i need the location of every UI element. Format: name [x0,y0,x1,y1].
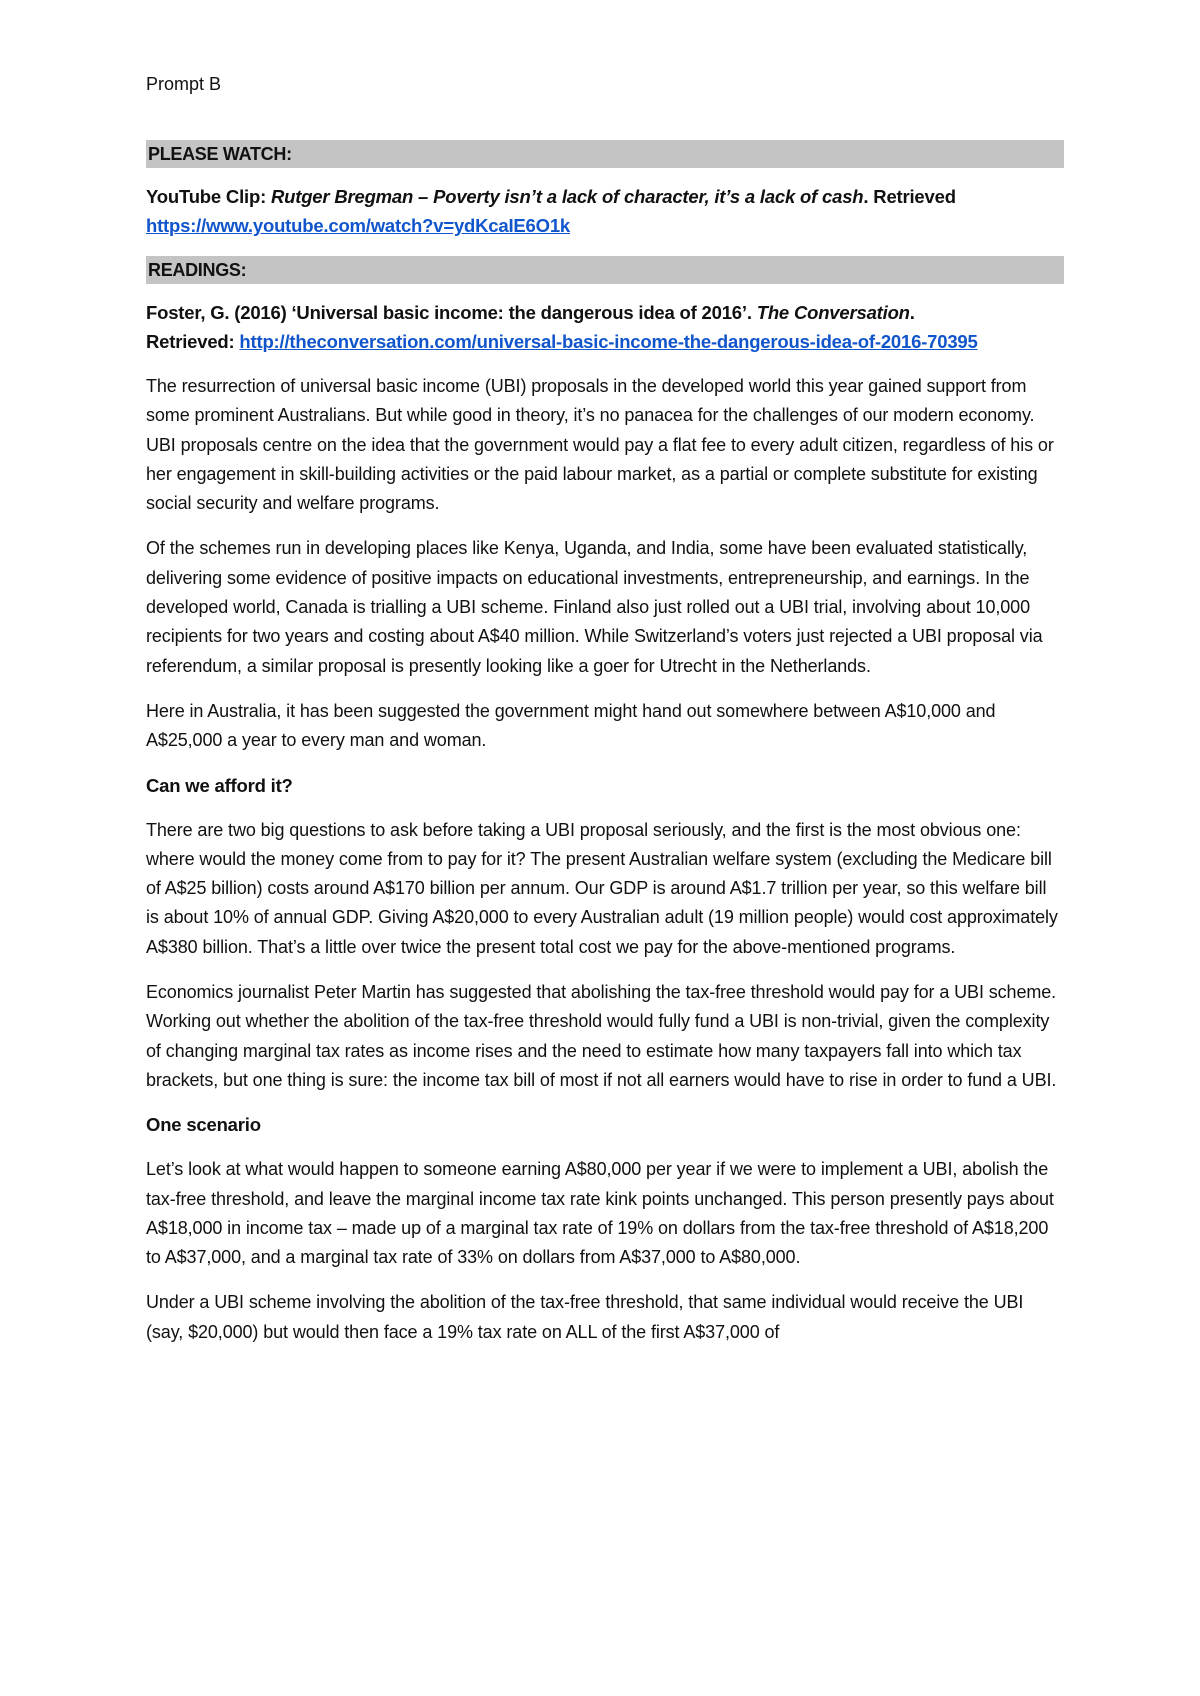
article-paragraph: Economics journalist Peter Martin has suggested that abolishing the tax-free threshold would pay for a UBI scheme. Working out whether the abolition of the tax-free threshold would fully fund a UBI is non-trivial, given the complexity of changing marginal tax rates as income rises and the need to estimate how many taxpayers fall into which tax brackets, but one thing is sure: the income tax bill of most if not all earners would have to rise in order to fund a UBI. [146,982,1057,1090]
article-paragraph: Of the schemes run in developing places like Kenya, Uganda, and India, some have been evaluated statistically, delivering some evidence of positive impacts on educational investments, entrepreneurship, and earnings. In the developed world, Canada is trialling a UBI scheme. Finland also just rolled out a UBI trial, involving about 10,000 recipients for two years and costing about A$40 million. While Switzerland’s voters just rejected a UBI proposal via referendum, a similar proposal is presently looking like a goer for Utrecht in the Netherlands. [146,538,1043,676]
youtube-clip-link[interactable]: https://www.youtube.com/watch?v=ydKcaIE6O1k [146,215,571,236]
reading-citation-period: . [909,302,915,323]
readings-heading: READINGS: [146,256,1064,284]
article-paragraph: Here in Australia, it has been suggested the government might hand out somewhere between A$10,000 and A$25,000 a year to every man and woman. [146,700,996,751]
subheading-scenario: One scenario [146,1114,261,1136]
youtube-clip-title: Rutger Bregman – Poverty isn’t a lack of character, it’s a lack of cash [270,186,864,207]
please-watch-heading: PLEASE WATCH: [146,140,1064,168]
article-paragraph: There are two big questions to ask before taking a UBI proposal seriously, and the first is the most obvious one: where would the money come from to pay for it? The present Australian welfare system (excluding the Medicare bill of A$25 billion) costs around A$170 billion per annum. Our GDP is around A$1.7 trillion per year, so this welfare bill is about 10% of annual GDP. Giving A$20,000 to every Australian adult (19 million people) would cost approximately A$380 billion. That’s a little over twice the present total cost we pay for the above-mentioned programs. [146,819,1058,957]
youtube-clip-suffix: . Retrieved [863,186,956,207]
reading-citation [146,298,1064,356]
article-paragraph: The resurrection of universal basic income (UBI) proposals in the developed world this year gained support from some prominent Australians. But while good in theory, it’s no panacea for the challenges of our modern economy. UBI proposals centre on the idea that the government would pay a flat fee to every adult citizen, regardless of his or her engagement in skill-building activities or the paid labour market, as a partial or complete substitute for existing social security and welfare programs. [146,376,1054,514]
document-header-label: Prompt B [146,74,222,94]
reading-citation-prefix: Foster, G. (2016) ‘Universal basic income: the dangerous idea of 2016’. [146,302,757,323]
article-paragraph: Under a UBI scheme involving the abolition of the tax-free threshold, that same individual would receive the UBI (say, $20,000) but would then face a 19% tax rate on ALL of the first A$37,000 of [146,1292,1024,1342]
youtube-clip-prefix: YouTube Clip: [146,186,271,207]
article-paragraph: Let’s look at what would happen to someone earning A$80,000 per year if we were to implement a UBI, abolish the tax-free threshold, and leave the marginal income tax rate kink points unchanged. This person presently pays about A$18,000 in income tax – made up of a marginal tax rate of 19% on dollars from the tax-free threshold of A$18,200 to A$37,000, and a marginal tax rate of 33% on dollars from A$37,000 to A$80,000. [146,1159,1054,1268]
reading-publication: The Conversation [756,302,910,323]
subheading-afford: Can we afford it? [146,774,293,796]
reading-retrieved-label: Retrieved: [146,331,240,352]
reading-link[interactable]: http://theconversation.com/universal-basic-income-the-dangerous-idea-of-2016-70395 [239,331,978,352]
youtube-clip-citation [146,182,1064,240]
